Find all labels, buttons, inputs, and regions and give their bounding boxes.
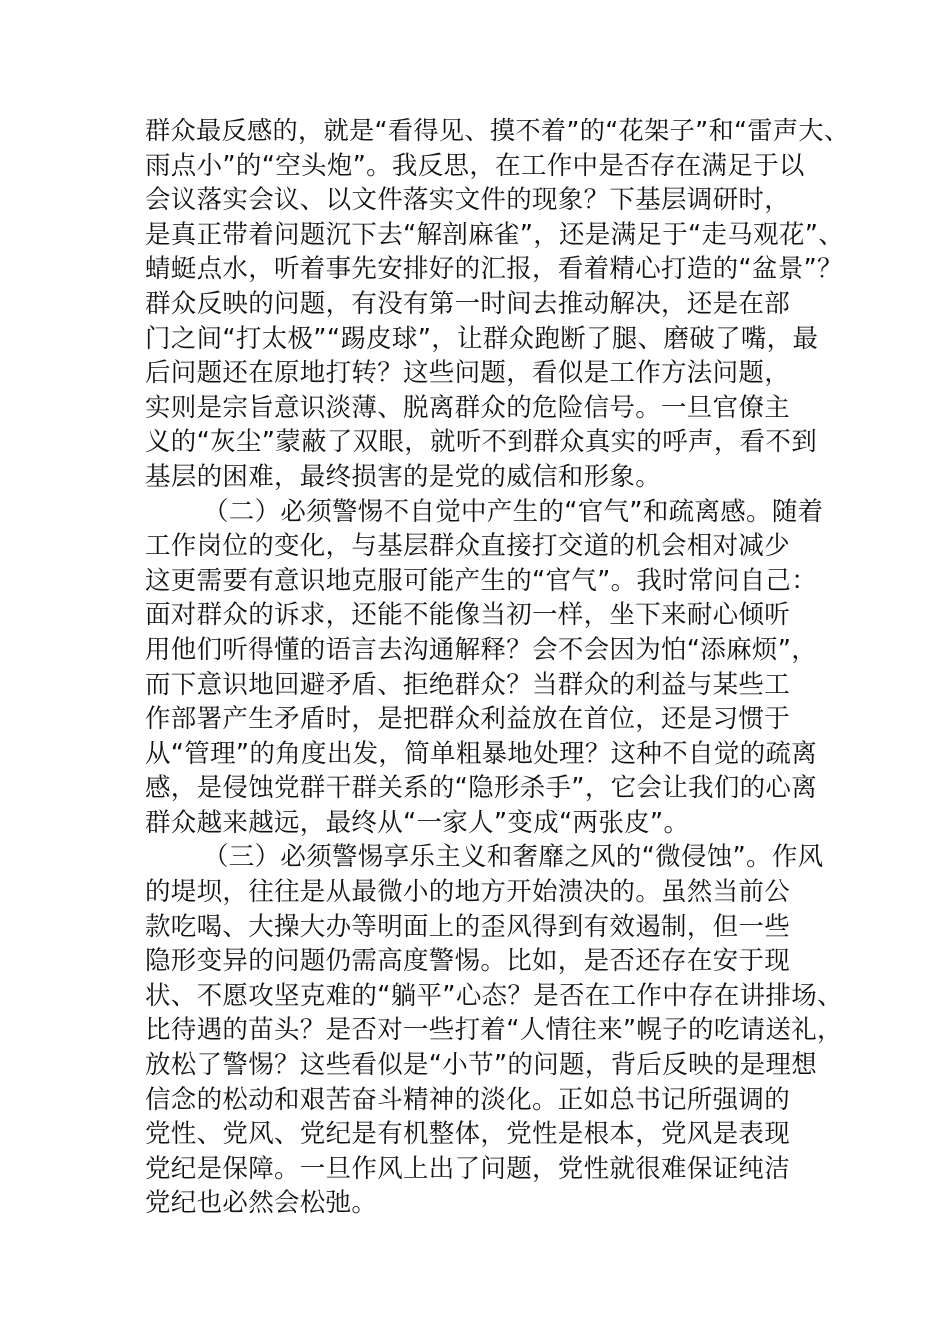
section-heading-line: （三）必须警惕享乐主义和奢靡之风的“微侵蚀”。作风: [203, 842, 824, 873]
body-text-line: 感，是侵蚀党群干群关系的“隐形杀手”，它会让我们的心离: [145, 773, 818, 804]
body-text-line: 状、不愿攻坚克难的“躺平”心态？是否在工作中存在讲排场、: [145, 980, 843, 1011]
body-text-line: 工作岗位的变化，与基层群众直接打交道的机会相对减少: [145, 531, 791, 562]
body-text-line: 作部署产生矛盾时，是把群众利益放在首位，还是习惯于: [145, 704, 791, 735]
body-text-line: 群众最反感的，就是“看得见、摸不着”的“花架子”和“雷声大、: [145, 116, 850, 145]
body-text-line: 蜻蜓点水，听着事先安排好的汇报，看着精心打造的“盆景”？: [145, 254, 843, 285]
body-text-line: 党性、党风、党纪是有机整体，党性是根本，党风是表现: [145, 1119, 791, 1150]
body-text-line: 义的“灰尘”蒙蔽了双眼，就听不到群众真实的呼声，看不到: [145, 427, 818, 458]
body-text-line: 党纪是保障。一旦作风上出了问题，党性就很难保证纯洁: [145, 1153, 791, 1184]
body-text-line: 党纪也必然会松弛。: [145, 1188, 378, 1219]
body-text-line: 信念的松动和艰苦奋斗精神的淡化。正如总书记所强调的: [145, 1084, 791, 1115]
body-text-line: 是真正带着问题沉下去“解剖麻雀”，还是满足于“走马观花”、: [145, 219, 845, 250]
body-text-line: 这更需要有意识地克服可能产生的“官气”。我时常问自己：: [145, 565, 818, 596]
body-text-line: 用他们听得懂的语言去沟通解释？会不会因为怕“添麻烦”，: [145, 634, 818, 665]
section-heading-line: （二）必须警惕不自觉中产生的“官气”和疏离感。随着: [203, 496, 824, 527]
body-text-line: 后问题还在原地打转？这些问题，看似是工作方法问题，: [145, 358, 791, 389]
body-text-line: 从“管理”的角度出发，简单粗暴地处理？这种不自觉的疏离: [145, 738, 818, 769]
body-text-line: 门之间“打太极”“踢皮球”，让群众跑断了腿、磨破了嘴，最: [145, 323, 819, 354]
body-text-line: 而下意识地回避矛盾、拒绝群众？当群众的利益与某些工: [145, 669, 791, 700]
body-text-line: 面对群众的诉求，还能不能像当初一样，坐下来耐心倾听: [145, 600, 791, 631]
body-text-line: 的堤坝，往往是从最微小的地方开始溃决的。虽然当前公: [145, 877, 791, 908]
body-text-line: 基层的困难，最终损害的是党的威信和形象。: [145, 461, 662, 492]
body-text-line: 实则是宗旨意识淡薄、脱离群众的危险信号。一旦官僚主: [145, 392, 791, 423]
body-text-line: 隐形变异的问题仍需高度警惕。比如，是否还存在安于现: [145, 946, 791, 977]
body-text-line: 会议落实会议、以文件落实文件的现象？下基层调研时，: [145, 185, 791, 216]
body-text-line: 比待遇的苗头？是否对一些打着“人情往来”幌子的吃请送礼，: [145, 1015, 843, 1046]
body-text-line: 雨点小”的“空头炮”。我反思，在工作中是否存在满足于以: [145, 150, 805, 181]
body-text-line: 放松了警惕？这些看似是“小节”的问题，背后反映的是理想: [145, 1050, 818, 1081]
body-text-line: 群众反映的问题，有没有第一时间去推动解决，还是在部: [145, 288, 791, 319]
body-text-line: 款吃喝、大操大办等明面上的歪风得到有效遏制，但一些: [145, 911, 791, 942]
body-text-line: 群众越来越远，最终从“一家人”变成“两张皮”。: [145, 807, 690, 838]
document-body: [145, 114, 850, 1221]
